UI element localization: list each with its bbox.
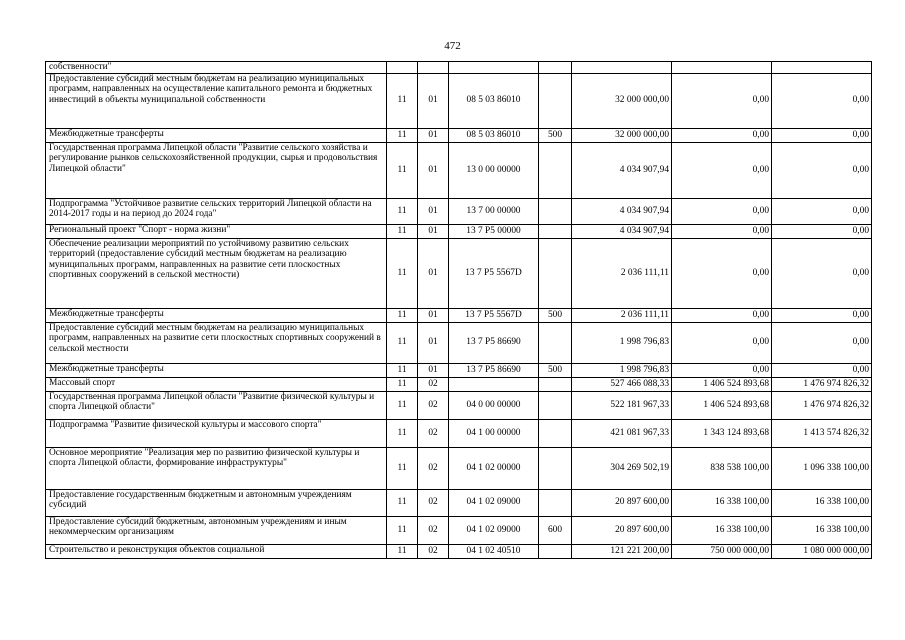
amount-year-3: 0,00: [772, 128, 872, 142]
row-name: Подпрограмма "Устойчивое развитие сельских территорий Липецкой области на 2014-2017 годы и на период до 2024 года": [46, 198, 387, 224]
subsection-code: 02: [418, 391, 449, 419]
amount-year-1: 522 181 967,33: [572, 391, 672, 419]
subsection-code: 01: [418, 198, 449, 224]
amount-year-1: 2 036 111,11: [572, 308, 672, 322]
target-article-code: 04 1 02 09000: [449, 489, 539, 516]
amount-year-2: 1 406 524 893,68: [672, 377, 772, 391]
amount-year-3: 0,00: [772, 322, 872, 363]
amount-year-1: 4 034 907,94: [572, 142, 672, 198]
table-row: [46, 238, 872, 308]
amount-year-1: 121 221 200,00: [572, 544, 672, 558]
subsection-code: 01: [418, 238, 449, 308]
subsection-code: 02: [418, 516, 449, 544]
section-code: 11: [387, 238, 418, 308]
page-number: 472: [444, 40, 461, 52]
row-name: Межбюджетные трансферты: [46, 308, 387, 322]
amount-year-2: 750 000 000,00: [672, 544, 772, 558]
section-code: 11: [387, 128, 418, 142]
budget-table: [45, 61, 872, 559]
amount-year-1: 304 269 502,19: [572, 447, 672, 489]
subsection-code: 01: [418, 128, 449, 142]
subsection-code: 02: [418, 419, 449, 447]
subsection-code: 01: [418, 363, 449, 377]
expense-type-code: 600: [539, 516, 572, 544]
amount-year-1: 1 998 796,83: [572, 322, 672, 363]
amount-year-3: 1 080 000 000,00: [772, 544, 872, 558]
amount-year-3: 1 096 338 100,00: [772, 447, 872, 489]
section-code: 11: [387, 419, 418, 447]
subsection-code: 02: [418, 447, 449, 489]
subsection-code: 02: [418, 544, 449, 558]
target-article-code: [449, 62, 539, 74]
amount-year-1: 4 034 907,94: [572, 224, 672, 238]
amount-year-2: 0,00: [672, 308, 772, 322]
amount-year-2: 16 338 100,00: [672, 516, 772, 544]
expense-type-code: [539, 391, 572, 419]
section-code: 11: [387, 198, 418, 224]
table-row: [46, 447, 872, 489]
section-code: 11: [387, 489, 418, 516]
section-code: 11: [387, 322, 418, 363]
expense-type-code: 500: [539, 363, 572, 377]
target-article-code: 13 7 P5 00000: [449, 224, 539, 238]
row-name: Предоставление государственным бюджетным и автономным учреждениям субсидий: [46, 489, 387, 516]
target-article-code: 04 1 00 00000: [449, 419, 539, 447]
amount-year-3: 0,00: [772, 198, 872, 224]
expense-type-code: [539, 238, 572, 308]
section-code: 11: [387, 391, 418, 419]
subsection-code: 01: [418, 224, 449, 238]
target-article-code: 13 7 P5 5567D: [449, 238, 539, 308]
expense-type-code: [539, 198, 572, 224]
amount-year-3: 0,00: [772, 73, 872, 128]
table-row: [46, 73, 872, 128]
amount-year-1: 20 897 600,00: [572, 489, 672, 516]
subsection-code: 01: [418, 73, 449, 128]
section-code: 11: [387, 224, 418, 238]
row-name: Строительство и реконструкция объектов социальной: [46, 544, 387, 558]
amount-year-2: 1 406 524 893,68: [672, 391, 772, 419]
expense-type-code: [539, 142, 572, 198]
table-row: [46, 128, 872, 142]
target-article-code: [449, 377, 539, 391]
table-row: [46, 391, 872, 419]
row-name: Межбюджетные трансферты: [46, 128, 387, 142]
amount-year-1: 32 000 000,00: [572, 73, 672, 128]
target-article-code: 04 0 00 00000: [449, 391, 539, 419]
target-article-code: 08 5 03 86010: [449, 128, 539, 142]
table-row: [46, 62, 872, 74]
row-name: собственности": [46, 62, 387, 74]
amount-year-3: 0,00: [772, 142, 872, 198]
section-code: 11: [387, 308, 418, 322]
expense-type-code: [539, 377, 572, 391]
table-row: [46, 322, 872, 363]
target-article-code: 13 7 P5 86690: [449, 322, 539, 363]
subsection-code: 02: [418, 377, 449, 391]
table-row: [46, 224, 872, 238]
amount-year-2: 0,00: [672, 322, 772, 363]
amount-year-2: 16 338 100,00: [672, 489, 772, 516]
target-article-code: 13 7 P5 5567D: [449, 308, 539, 322]
subsection-code: 01: [418, 308, 449, 322]
amount-year-1: 1 998 796,83: [572, 363, 672, 377]
amount-year-2: 0,00: [672, 73, 772, 128]
section-code: 11: [387, 544, 418, 558]
target-article-code: 13 7 P5 86690: [449, 363, 539, 377]
table-row: [46, 363, 872, 377]
expense-type-code: [539, 322, 572, 363]
subsection-code: 01: [418, 322, 449, 363]
row-name: Обеспечение реализации мероприятий по устойчивому развитию сельских территорий (предоставление субсидий местным бюджетам на реализацию муниципальных программ, направленных на развитие сети плоскостных спортивных сооружений в сельской местности): [46, 238, 387, 308]
table-row: [46, 198, 872, 224]
expense-type-code: [539, 419, 572, 447]
row-name: Подпрограмма "Развитие физической культуры и массового спорта": [46, 419, 387, 447]
table-row: [46, 489, 872, 516]
amount-year-2: 0,00: [672, 224, 772, 238]
amount-year-3: 0,00: [772, 224, 872, 238]
table-row: [46, 419, 872, 447]
table-row: [46, 308, 872, 322]
amount-year-1: 421 081 967,33: [572, 419, 672, 447]
row-name: Межбюджетные трансферты: [46, 363, 387, 377]
amount-year-1: 20 897 600,00: [572, 516, 672, 544]
row-name: Основное мероприятие "Реализация мер по развитию физической культуры и спорта Липецкой области, формирование инфраструктуры": [46, 447, 387, 489]
amount-year-1: 4 034 907,94: [572, 198, 672, 224]
amount-year-2: 0,00: [672, 142, 772, 198]
target-article-code: 04 1 02 00000: [449, 447, 539, 489]
target-article-code: 08 5 03 86010: [449, 73, 539, 128]
row-name: Предоставление субсидий местным бюджетам на реализацию муниципальных программ, направленных на развитие сети плоскостных спортивных сооружений в сельской местности: [46, 322, 387, 363]
row-name: Государственная программа Липецкой области "Развитие физической культуры и спорта Липецкой области": [46, 391, 387, 419]
section-code: 11: [387, 377, 418, 391]
amount-year-3: 1 476 974 826,32: [772, 377, 872, 391]
subsection-code: 01: [418, 142, 449, 198]
amount-year-3: 16 338 100,00: [772, 489, 872, 516]
table-row: [46, 516, 872, 544]
subsection-code: [418, 62, 449, 74]
amount-year-3: 16 338 100,00: [772, 516, 872, 544]
amount-year-3: 0,00: [772, 308, 872, 322]
section-code: 11: [387, 363, 418, 377]
table-row: [46, 377, 872, 391]
amount-year-3: 1 413 574 826,32: [772, 419, 872, 447]
target-article-code: 04 1 02 40510: [449, 544, 539, 558]
row-name: Государственная программа Липецкой области "Развитие сельского хозяйства и регулирование рынков сельскохозяйственной продукции, сырья и продовольствия Липецкой области": [46, 142, 387, 198]
row-name: Предоставление субсидий местным бюджетам на реализацию муниципальных программ, направленных на осуществление капитального ремонта и бюджетных инвестиций в объекты муниципальной собственности: [46, 73, 387, 128]
amount-year-1: 2 036 111,11: [572, 238, 672, 308]
section-code: 11: [387, 73, 418, 128]
amount-year-2: 838 538 100,00: [672, 447, 772, 489]
amount-year-1: [572, 62, 672, 74]
amount-year-2: [672, 62, 772, 74]
amount-year-2: 1 343 124 893,68: [672, 419, 772, 447]
amount-year-1: 32 000 000,00: [572, 128, 672, 142]
amount-year-3: [772, 62, 872, 74]
target-article-code: 04 1 02 09000: [449, 516, 539, 544]
expense-type-code: [539, 73, 572, 128]
section-code: 11: [387, 447, 418, 489]
target-article-code: 13 0 00 00000: [449, 142, 539, 198]
expense-type-code: [539, 447, 572, 489]
amount-year-2: 0,00: [672, 198, 772, 224]
amount-year-2: 0,00: [672, 363, 772, 377]
row-name: Предоставление субсидий бюджетным, автономным учреждениям и иным некоммерческим организациям: [46, 516, 387, 544]
section-code: 11: [387, 142, 418, 198]
row-name: Массовый спорт: [46, 377, 387, 391]
amount-year-3: 0,00: [772, 363, 872, 377]
target-article-code: 13 7 00 00000: [449, 198, 539, 224]
amount-year-1: 527 466 088,33: [572, 377, 672, 391]
table-row: [46, 544, 872, 558]
amount-year-3: 0,00: [772, 238, 872, 308]
expense-type-code: [539, 489, 572, 516]
section-code: 11: [387, 516, 418, 544]
expense-type-code: 500: [539, 308, 572, 322]
expense-type-code: [539, 62, 572, 74]
amount-year-2: 0,00: [672, 128, 772, 142]
amount-year-3: 1 476 974 826,32: [772, 391, 872, 419]
expense-type-code: [539, 224, 572, 238]
row-name: Региональный проект "Спорт - норма жизни": [46, 224, 387, 238]
expense-type-code: 500: [539, 128, 572, 142]
section-code: [387, 62, 418, 74]
expense-type-code: [539, 544, 572, 558]
subsection-code: 02: [418, 489, 449, 516]
amount-year-2: 0,00: [672, 238, 772, 308]
table-row: [46, 142, 872, 198]
